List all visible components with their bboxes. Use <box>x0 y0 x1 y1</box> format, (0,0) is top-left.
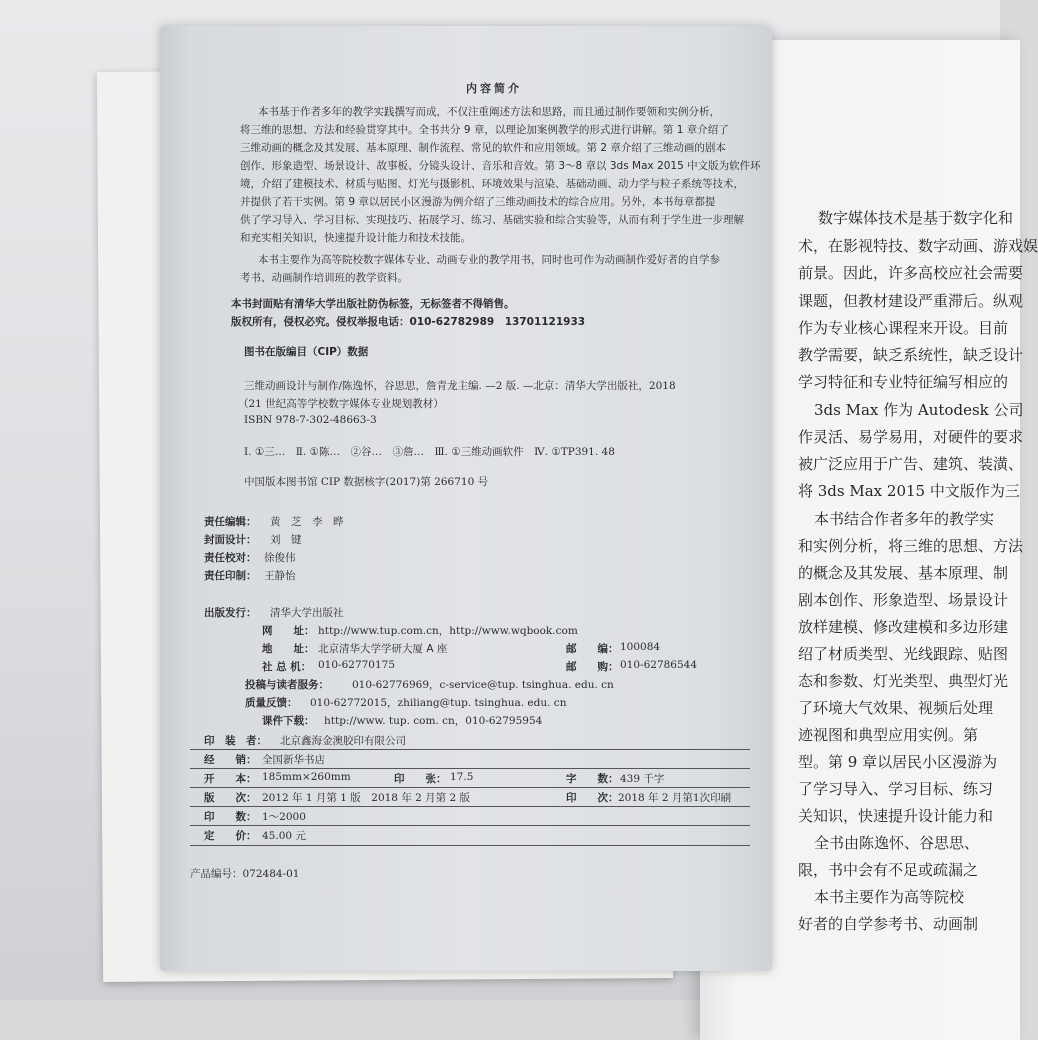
download-value: http://www. tup. com. cn，010-62795954 <box>324 715 543 727</box>
sheets-value: 17.5 <box>450 771 474 783</box>
address-label: 地 址： <box>262 643 315 655</box>
printing-value: 2018 年 2 月第1次印刷 <box>618 792 732 804</box>
summary-line: 供了学习导入、学习目标、实现技巧、拓展学习、练习、基础实验和综合实验等，从而有利于学生进一步理解 <box>240 214 744 226</box>
right-page-line: 前景。因此，许多高校应社会需要 <box>798 264 1024 282</box>
right-page-line: 态和参数、灯光类型、典型灯光 <box>798 672 1009 690</box>
right-page-line: 的概念及其发展、基本原理、制 <box>798 564 1009 582</box>
right-page-line: 术，在影视特技、数字动画、游戏娱 <box>798 237 1038 255</box>
right-page-line: 放样建模、修改建模和多边形建 <box>798 618 1009 636</box>
word-count-label: 字 数： <box>566 773 619 785</box>
zip-label: 邮 编： <box>566 643 619 655</box>
right-page-line: 3ds Max 作为 Autodesk 公司 <box>814 401 1024 419</box>
summary-line: 考书、动画制作培训班的教学资料。 <box>240 272 408 284</box>
printer-value: 北京鑫海金澳胶印有限公司 <box>280 735 406 747</box>
divider <box>190 845 750 846</box>
divider <box>190 806 750 807</box>
right-page-line: 剧本创作、形象造型、场景设计 <box>798 591 1009 609</box>
download-label: 课件下载： <box>262 715 315 727</box>
summary-line: 本书基于作者多年的教学实践撰写而成，不仅注重阐述方法和思路，而且通过制作要领和实例分析， <box>258 106 720 118</box>
right-page-line: 了环境大气效果、视频后处理 <box>798 699 994 717</box>
publisher-name: 清华大学出版社 <box>270 607 344 619</box>
product-code: 产品编号：072484-01 <box>190 868 300 880</box>
editor-label: 责任校对： <box>204 552 257 564</box>
right-page-line: 好者的自学参考书、动画制 <box>798 915 979 933</box>
right-page-line: 数字媒体技术是基于数字化和 <box>818 209 1014 227</box>
contribution-label: 投稿与读者服务： <box>245 679 329 691</box>
quality-value: 010-62772015，zhiliang@tup. tsinghua. edu. cn <box>310 697 567 709</box>
copies-value: 1～2000 <box>262 811 306 823</box>
editor-value: 刘 键 <box>270 534 302 546</box>
cip-classification: Ⅰ. ①三… Ⅱ. ①陈… ②谷… ③詹… Ⅲ. ①三维动画软件 Ⅳ. ①TP391. 48 <box>244 446 615 458</box>
publisher-label: 出版发行： <box>204 607 257 619</box>
distributor-value: 全国新华书店 <box>262 754 325 766</box>
web-value: http://www.tup.com.cn，http://www.wqbook.com <box>318 625 578 637</box>
edition-label: 版 次： <box>204 792 257 804</box>
word-count-value: 439 千字 <box>620 773 665 785</box>
right-page-line: 绍了材质类型、光线跟踪、贴图 <box>798 645 1009 663</box>
address-value: 北京清华大学学研大厦 A 座 <box>318 643 448 655</box>
price-label: 定 价： <box>204 830 257 842</box>
summary-line: 并提供了若干实例。第 9 章以居民小区漫游为例介绍了三维动画技术的综合应用。另外，本书每章都提 <box>240 196 716 208</box>
right-page-line: 型。第 9 章以居民小区漫游为 <box>798 753 998 771</box>
summary-line: 三维动画的概念及其发展、基本原理、制作流程、常见的软件和应用领域。第 2 章介绍了三维动画的剧本 <box>240 142 726 154</box>
editor-value: 徐俊伟 <box>264 552 296 564</box>
zip-value: 100084 <box>620 641 661 653</box>
right-page-line: 学习特征和专业特征编写相应的 <box>798 373 1009 391</box>
right-page-line: 作为专业核心课程来开设。目前 <box>798 319 1009 337</box>
right-page-line: 被广泛应用于广告、建筑、装潢、 <box>798 455 1024 473</box>
divider <box>190 768 750 769</box>
price-value: 45.00 元 <box>262 830 306 842</box>
divider <box>190 749 750 750</box>
editor-value: 王静怡 <box>264 570 296 582</box>
right-page-line: 教学需要，缺乏系统性，缺乏设计 <box>798 346 1024 364</box>
right-page-line: 限，书中会有不足或疏漏之 <box>798 861 979 879</box>
right-page-line: 本书结合作者多年的教学实 <box>814 510 995 528</box>
right-page-line: 全书由陈逸怀、谷思思、 <box>814 834 980 852</box>
distributor-label: 经 销： <box>204 754 257 766</box>
editor-label: 封面设计： <box>204 534 257 546</box>
contribution-value: 010-62776969，c-service@tup. tsinghua. edu. cn <box>352 679 614 691</box>
summary-line: 境，介绍了建模技术、材质与贴图、灯光与摄影机、环境效果与渲染、基础动画、动力学与粒子系统等技术， <box>240 178 744 190</box>
divider <box>190 787 750 788</box>
mail-order-label: 邮 购： <box>566 661 619 673</box>
format-value: 185mm×260mm <box>262 771 351 783</box>
copyright-notice: 版权所有，侵权必究。侵权举报电话：010-62782989 13701121933 <box>231 316 586 328</box>
copies-label: 印 数： <box>204 811 257 823</box>
printer-label: 印 装 者： <box>204 735 267 747</box>
right-page-line: 了学习导入、学习目标、练习 <box>798 780 994 798</box>
right-page-line: 将 3ds Max 2015 中文版作为三 <box>798 482 1020 500</box>
cip-isbn: ISBN 978-7-302-48663-3 <box>244 414 377 426</box>
cip-line: 三维动画设计与制作/陈逸怀，谷思思，詹青龙主编. —2 版. —北京：清华大学出版社，2018 <box>244 380 676 392</box>
right-page-line: 作灵活、易学易用，对硬件的要求 <box>798 428 1024 446</box>
right-page-line: 课题，但教材建设严重滞后。纵观 <box>798 292 1024 310</box>
web-label: 网 址： <box>262 625 315 637</box>
right-page-line: 关知识，快速提升设计能力和 <box>798 807 994 825</box>
cip-series: （21 世纪高等学校数字媒体专业规划教材） <box>238 398 444 410</box>
summary-title: 内容简介 <box>466 82 522 95</box>
switchboard-value: 010-62770175 <box>318 659 396 671</box>
sheets-label: 印 张： <box>394 773 447 785</box>
cip-record: 中国版本图书馆 CIP 数据核字(2017)第 266710 号 <box>244 476 489 488</box>
right-page-line: 迹视图和典型应用实例。第 <box>798 726 979 744</box>
editor-value: 黄 芝 李 晔 <box>270 516 344 528</box>
printing-label: 印 次： <box>566 792 619 804</box>
quality-label: 质量反馈： <box>245 697 298 709</box>
editor-label: 责任编辑： <box>204 516 257 528</box>
summary-line: 本书主要作为高等院校数字媒体专业、动画专业的教学用书，同时也可作为动画制作爱好者的自学参 <box>258 254 720 266</box>
editor-label: 责任印制： <box>204 570 257 582</box>
format-label: 开 本： <box>204 773 257 785</box>
summary-line: 创作、形象造型、场景设计、故事板、分镜头设计、音乐和音效。第 3～8 章以 3ds Max 2015 中文版为软件环 <box>240 160 761 172</box>
mail-order-value: 010-62786544 <box>620 659 698 671</box>
right-page-line: 本书主要作为高等院校 <box>814 888 965 906</box>
divider <box>190 825 750 826</box>
cip-heading: 图书在版编目（CIP）数据 <box>244 346 369 358</box>
summary-line: 和充实相关知识，快速提升设计能力和技术技能。 <box>240 232 471 244</box>
switchboard-label: 社 总 机： <box>262 661 312 673</box>
anti-counterfeit-notice: 本书封面贴有清华大学出版社防伪标签，无标签者不得销售。 <box>231 298 515 310</box>
edition-value: 2012 年 1 月第 1 版 2018 年 2 月第 2 版 <box>262 792 471 804</box>
summary-line: 将三维的思想、方法和经验贯穿其中。全书共分 9 章，以理论加案例教学的形式进行讲解。第 1 章介绍了 <box>240 124 729 136</box>
right-page-line: 和实例分析，将三维的思想、方法 <box>798 537 1024 555</box>
